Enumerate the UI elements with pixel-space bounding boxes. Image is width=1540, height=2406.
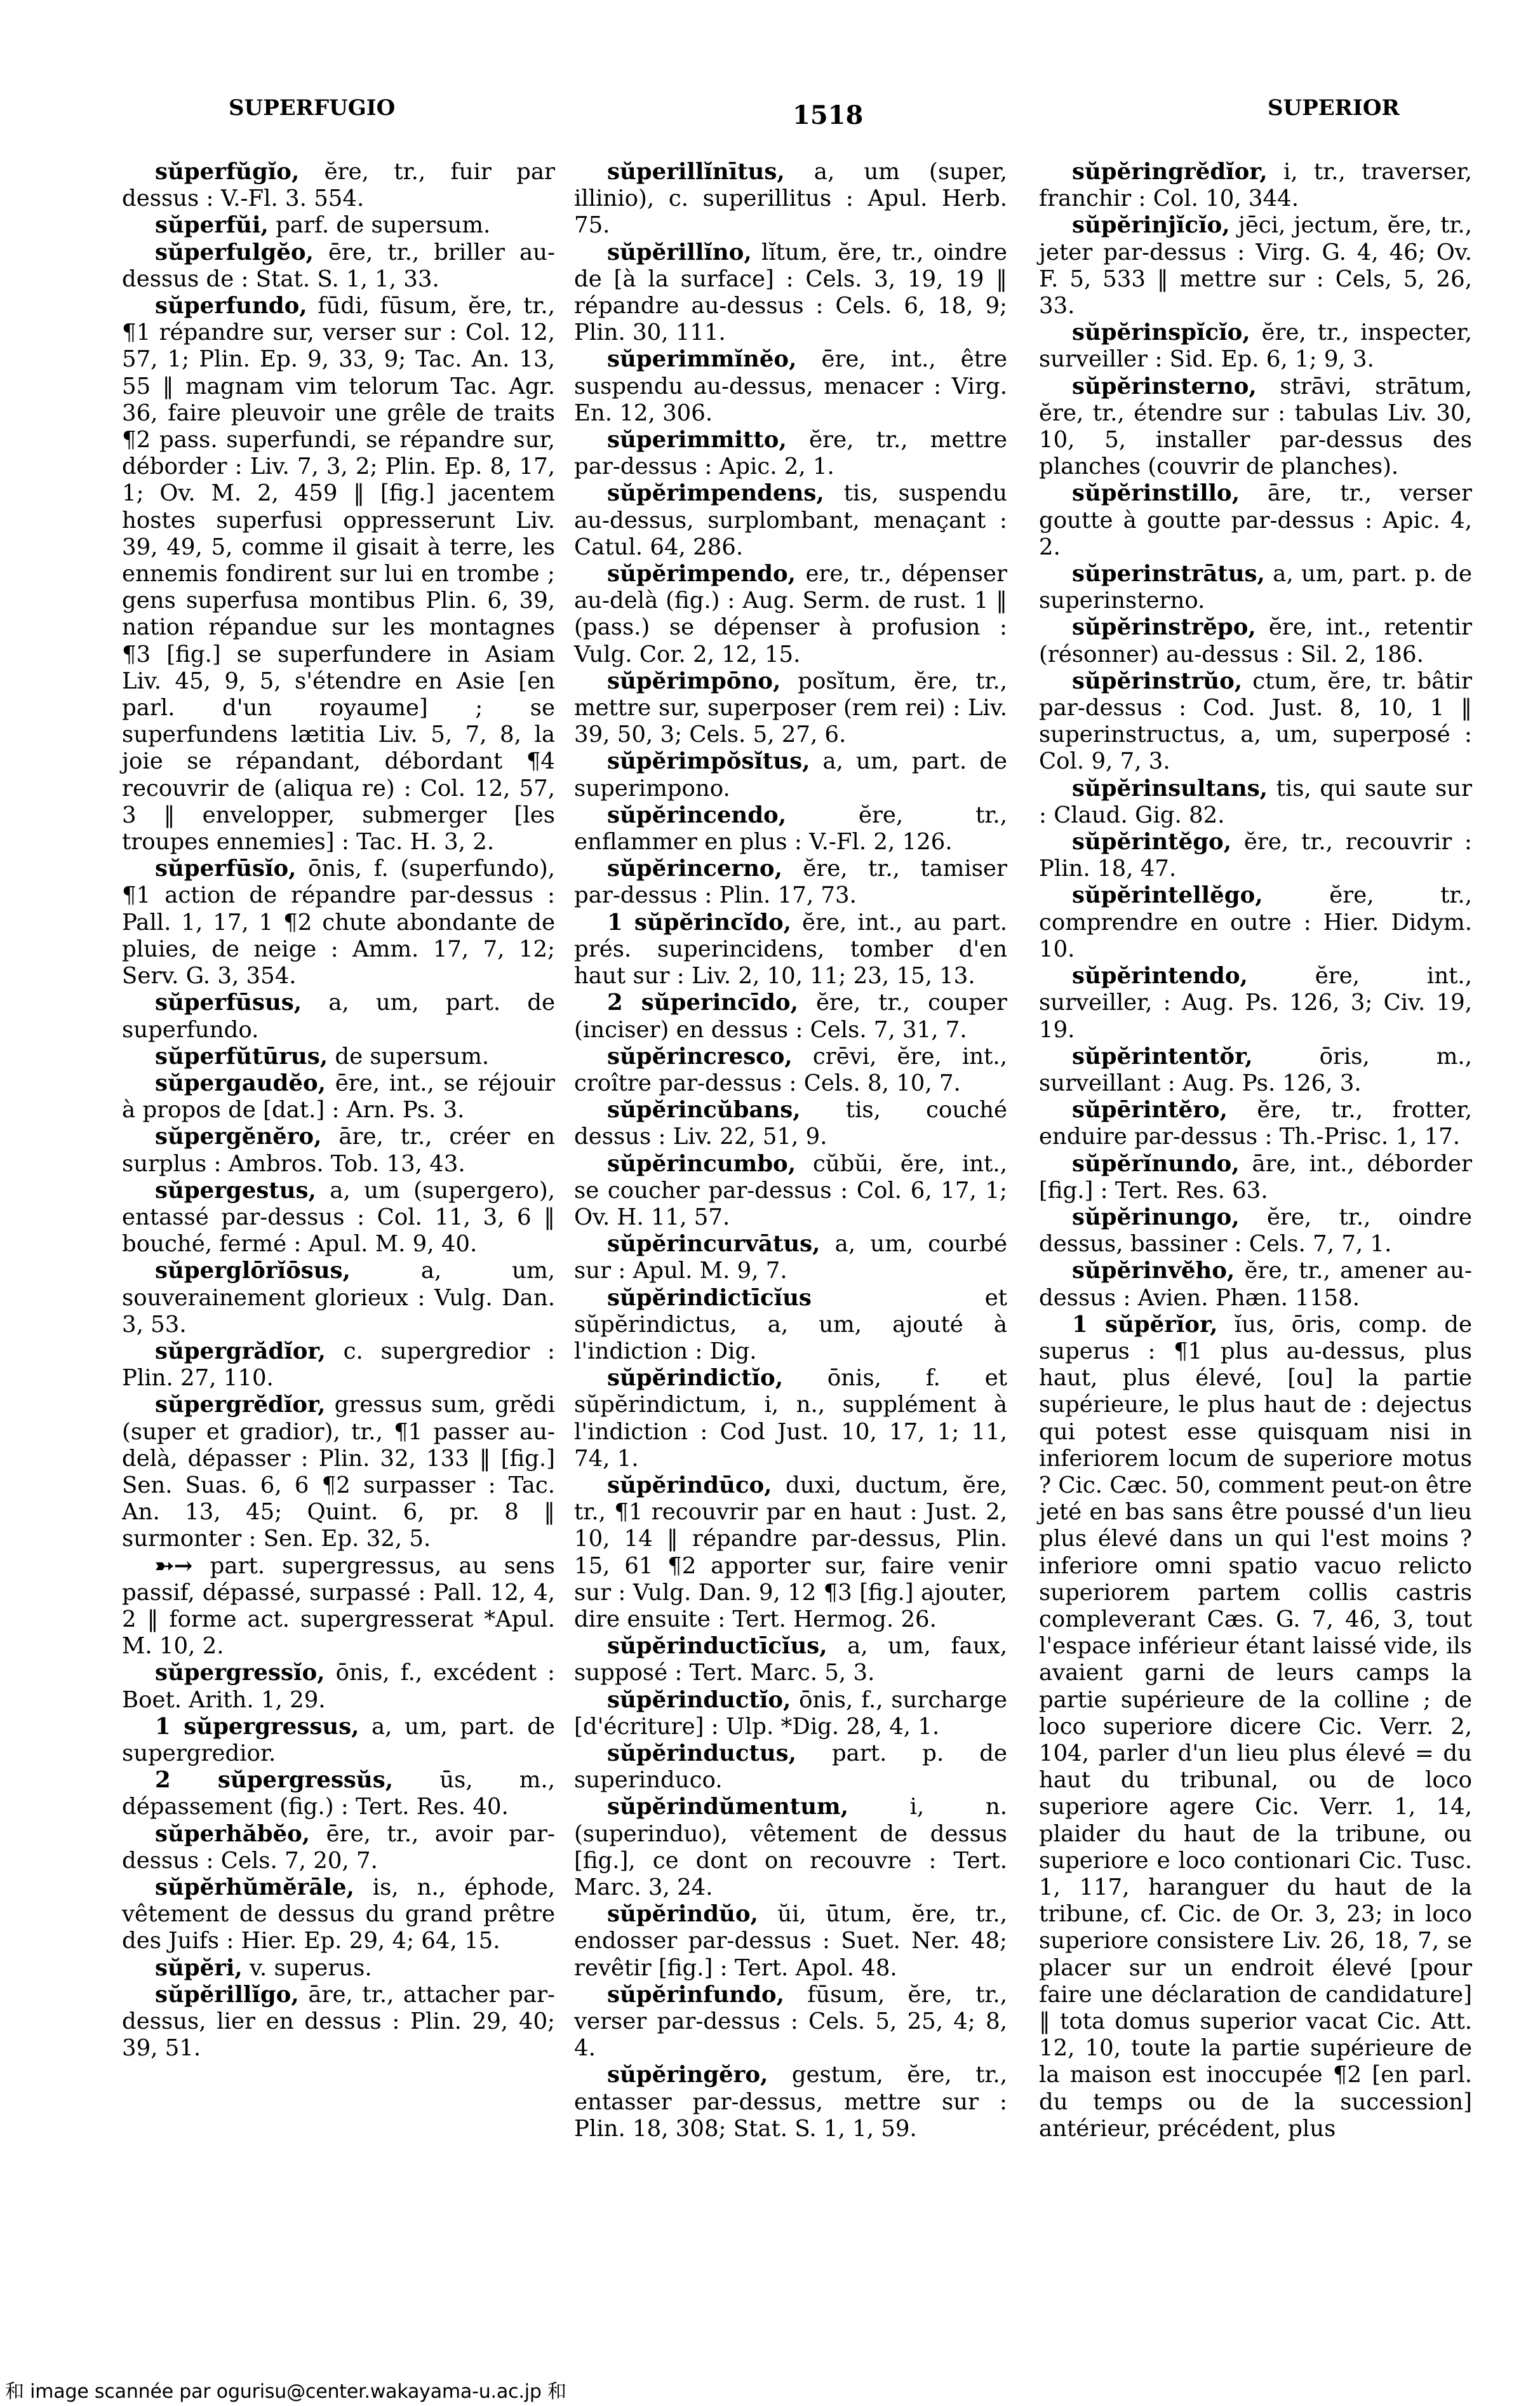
dictionary-entry: [574, 910, 1007, 990]
dictionary-entry: [574, 1231, 1007, 1284]
entry-headword: sŭpĕrindictĭo,: [607, 1365, 784, 1392]
entry-definition: lĭtum, ĕre, tr., oindre de [à la surface] : Cels. 3, 19, 19 ‖ répandre au-dessus : Cels. 6, 18, 9; Plin. 30, 111.: [574, 239, 1007, 346]
entry-headword: sŭpĕrindūco,: [607, 1472, 772, 1498]
entry-headword: sŭpĕrindŭmentum,: [607, 1794, 848, 1820]
dictionary-entry: [1039, 1258, 1472, 1311]
entry-headword: sŭpĕrindŭo,: [607, 1901, 758, 1928]
entry-definition: parf. de supersum.: [268, 212, 491, 239]
entry-definition: de supersum.: [328, 1043, 490, 1070]
entry-headword: sŭpĕrindictīcĭus: [607, 1284, 812, 1311]
entry-definition: a, um, part. de superfundo.: [122, 990, 555, 1043]
entry-headword: sŭpĕrincresco,: [607, 1043, 793, 1070]
entry-headword: sŭpĕrintentŏr,: [1072, 1043, 1253, 1070]
dictionary-entry: [122, 1553, 555, 1660]
page-number: 1518: [793, 100, 864, 130]
entry-definition: ere, tr., dépenser au-delà (fig.) : Aug. Serm. de rust. 1 ‖ (pass.) se dépenser à profusion : Vulg. Cor. 2, 12, 15.: [574, 561, 1007, 668]
entry-headword: ➳→: [155, 1552, 193, 1579]
entry-definition: tis, couché dessus : Liv. 22, 51, 9.: [574, 1097, 1007, 1150]
entry-definition: ēre, tr., briller au-dessus de : Stat. S. 1, 1, 33.: [122, 239, 555, 292]
entry-headword: sŭpĕrinsterno,: [1072, 373, 1257, 400]
dictionary-entry: [1039, 614, 1472, 668]
dictionary-entry: [1039, 829, 1472, 882]
entry-definition: cŭbŭi, ĕre, int., se coucher par-dessus : Col. 6, 17, 1; Ov. H. 11, 57.: [574, 1150, 1007, 1230]
entry-definition: ĭus, ōris, comp. de superus : ¶1 plus au-dessus, plus haut, plus élevé, [ou] la partie supérieure, le plus haut de : dejectus qui potest esse quisquam nisi in inferiorem locum de superiore motus ? Cic. Cæc. 50, comment peut-on être jeté en bas sans être poussé d'un lieu plus élevé dans un qui l'est moins ? inferiore omni spatio vacuo relicto superiorem partem collis castris compleverant Cæs. G. 7, 46, 3, tout l'espace inférieur étant laissé vide, ils avaient garni de leurs camps la partie supérieure de la colline ; de loco superiore dicere Cic. Verr. 2, 104, parler d'un lieu plus élevé = du haut du tribunal, ou de loco superiore agere Cic. Verr. 1, 14, plaider du haut de la tribune, ou superiore e loco contionari Cic. Tusc. 1, 117, haranguer du haut de la tribune, cf. Cic. de Or. 3, 23; in loco superiore consistere Liv. 26, 18, 7, se placer sur un endroit élevé [pour faire une déclaration de candidature] ‖ tota domus superior vacat Cic. Att. 12, 10, toute la partie supérieure de la maison est inoccupée ¶2 [en parl. du temps ou de la succession] antérieur, précédent, plus: [1039, 1311, 1472, 2142]
dictionary-entry: [574, 2062, 1007, 2142]
entry-definition: et sŭpĕrindictus, a, um, ajouté à l'indiction : Dig.: [574, 1284, 1007, 1364]
dictionary-entry: [574, 1044, 1007, 1097]
entry-headword: sŭperfŭgĭo,: [155, 159, 300, 185]
dictionary-entry: [1039, 373, 1472, 481]
dictionary-entry: [122, 856, 555, 990]
entry-definition: posĭtum, ĕre, tr., mettre sur, superposer (rem rei) : Liv. 39, 50, 3; Cels. 5, 27, 6.: [574, 668, 1007, 748]
dictionary-entry: [122, 1821, 555, 1874]
entry-headword: sŭpĕrimpendo,: [607, 561, 796, 588]
entry-definition: ĕre, int., au part. prés. superincidens, tomber d'en haut sur : Liv. 2, 10, 11; 23, 15, 13.: [574, 909, 1007, 990]
entry-headword: sŭpĕrinductīcĭus,: [607, 1633, 827, 1660]
dictionary-entry: [122, 1392, 555, 1552]
entry-headword: sŭpergĕnĕro,: [155, 1124, 322, 1150]
dictionary-entry: [122, 1660, 555, 1713]
entry-headword: sŭperfundo,: [155, 293, 307, 319]
entry-headword: sŭpĕrintendo,: [1072, 963, 1248, 990]
column-1: [122, 159, 555, 2331]
entry-definition: ĕre, tr., mettre par-dessus : Apic. 2, 1.: [574, 427, 1007, 480]
dictionary-entry: [122, 1874, 555, 1955]
entry-definition: ĕre, tr., enflammer en plus : V.-Fl. 2, 126.: [574, 802, 1007, 856]
dictionary-entry: [574, 990, 1007, 1043]
entry-headword: sŭpergaudĕo,: [155, 1070, 326, 1096]
entry-headword: sŭpĕringrĕdĭor,: [1072, 159, 1268, 185]
dictionary-entry: [1039, 1151, 1472, 1204]
entry-headword: sŭpĕrinjĭcĭo,: [1072, 212, 1230, 239]
dictionary-entry: [122, 1178, 555, 1258]
entry-definition: strāvi, strātum, ĕre, tr., étendre sur : tabulas Liv. 30, 10, 5, installer par-dessus des planches (couvrir de planches).: [1039, 373, 1472, 480]
dictionary-entry: [574, 1740, 1007, 1794]
dictionary-entry: [122, 239, 555, 293]
entry-definition: gestum, ĕre, tr., entasser par-dessus, mettre sur : Plin. 18, 308; Stat. S. 1, 1, 59.: [574, 2062, 1007, 2142]
dictionary-entry: [574, 856, 1007, 909]
entry-headword: sŭpĕrincendo,: [607, 802, 787, 828]
entry-definition: ĕre, tr., couper (inciser) en dessus : Cels. 7, 31, 7.: [574, 990, 1007, 1043]
entry-headword: sŭpĕrinspĭcĭo,: [1072, 319, 1250, 346]
entry-headword: sŭperimmitto,: [607, 427, 787, 454]
entry-headword: sŭperfŭi,: [155, 212, 269, 239]
column-2: [574, 159, 1007, 2331]
entry-headword: 1 sŭpĕrĭor,: [1072, 1311, 1218, 1338]
dictionary-entry: [574, 239, 1007, 347]
entry-definition: a, um, part. de superimpono.: [574, 748, 1007, 802]
running-head-right: SUPERIOR: [1268, 95, 1400, 121]
entry-headword: sŭpĕrillĭno,: [607, 239, 752, 265]
entry-headword: sŭpĕrillĭgo,: [155, 1981, 299, 2008]
dictionary-entry: [1039, 159, 1472, 212]
entry-headword: sŭpĕrinductĭo,: [607, 1686, 791, 1713]
entry-headword: sŭperglōrĭōsus,: [155, 1258, 351, 1284]
dictionary-entry: [122, 1124, 555, 1177]
entry-headword: sŭpĕrintellĕgo,: [1072, 882, 1263, 909]
dictionary-entry: [574, 802, 1007, 856]
entry-definition: a, um, part. p. de superinsterno.: [1039, 561, 1472, 614]
entry-definition: ōnis, f. (superfundo), ¶1 action de répandre par-dessus : Pall. 1, 17, 1 ¶2 chute abondante de pluies, de neige : Amm. 17, 7, 12; Serv. G. 3, 354.: [122, 856, 555, 990]
entry-definition: v. superus.: [242, 1954, 372, 1981]
entry-definition: ēre, int., se réjouir à propos de [dat.] : Arn. Ps. 3.: [122, 1070, 555, 1124]
entry-headword: sŭperhăbĕo,: [155, 1820, 311, 1847]
entry-definition: ēre, tr., avoir par-dessus : Cels. 7, 20, 7.: [122, 1820, 555, 1874]
entry-definition: tis, suspendu au-dessus, surplombant, menaçant : Catul. 64, 286.: [574, 480, 1007, 560]
dictionary-entry: [122, 159, 555, 212]
entry-headword: sŭpĕringĕro,: [607, 2062, 768, 2088]
entry-headword: sŭpĕri,: [155, 1954, 243, 1981]
entry-definition: c. supergredior : Plin. 27, 110.: [122, 1338, 555, 1392]
entry-definition: i, tr., traverser, franchir : Col. 10, 344.: [1039, 159, 1472, 212]
entry-headword: sŭpĕrincurvātus,: [607, 1231, 820, 1258]
entry-headword: sŭpĕrinstillo,: [1072, 480, 1240, 507]
entry-definition: āre, int., déborder [fig.] : Tert. Res. 63.: [1039, 1150, 1472, 1204]
dictionary-entry: [1039, 1204, 1472, 1258]
entry-definition: fūsum, ĕre, tr., verser par-dessus : Cels. 5, 25, 4; 8, 4.: [574, 1981, 1007, 2062]
entry-definition: a, um, souverainement glorieux : Vulg. Dan. 3, 53.: [122, 1258, 555, 1338]
entry-definition: is, n., éphode, vêtement de dessus du grand prêtre des Juifs : Hier. Ep. 29, 4; 64, 15.: [122, 1874, 555, 1954]
entry-headword: sŭpērintĕro,: [1072, 1097, 1228, 1124]
dictionary-entry: [122, 1714, 555, 1767]
dictionary-entry: [574, 159, 1007, 239]
dictionary-entry: [574, 1151, 1007, 1232]
dictionary-entry: [574, 1365, 1007, 1472]
dictionary-entry: [574, 668, 1007, 749]
entry-headword: sŭperimmĭnĕo,: [607, 346, 797, 373]
dictionary-entry: [1039, 882, 1472, 963]
entry-definition: a, um (supergero), entassé par-dessus : Col. 11, 3, 6 ‖ bouché, fermé : Apul. M. 9, 40.: [122, 1177, 555, 1258]
dictionary-entry: [574, 1285, 1007, 1366]
entry-headword: 1 sŭpergressus,: [155, 1713, 359, 1740]
entry-headword: sŭpĕrinstrĕpo,: [1072, 614, 1256, 641]
scan-credit-footer: 和 image scannée par ogurisu@center.wakayama-u.ac.jp 和: [5, 2381, 566, 2403]
dictionary-entry: [122, 990, 555, 1043]
entry-headword: sŭpergrĕdĭor,: [155, 1392, 326, 1418]
entry-headword: sŭpergrădĭor,: [155, 1338, 326, 1364]
entry-headword: sŭpĕrinungo,: [1072, 1204, 1240, 1230]
running-head-left: SUPERFUGIO: [229, 95, 396, 121]
entry-definition: āre, tr., créer en surplus : Ambros. Tob. 13, 43.: [122, 1124, 555, 1177]
entry-headword: sŭpĕrincumbo,: [607, 1150, 796, 1177]
entry-definition: ĕre, int., surveiller, : Aug. Ps. 126, 3; Civ. 19, 19.: [1039, 963, 1472, 1043]
dictionary-entry: [574, 1633, 1007, 1686]
dictionary-entry: [1039, 212, 1472, 319]
dictionary-entry: [122, 212, 555, 239]
entry-headword: sŭperfūsus,: [155, 990, 302, 1016]
entry-definition: ĕre, tr., recouvrir : Plin. 18, 47.: [1039, 829, 1472, 882]
entry-definition: jēci, jectum, ĕre, tr., jeter par-dessus : Virg. G. 4, 46; Ov. F. 5, 533 ‖ mettre sur : Cels, 5, 26, 33.: [1039, 212, 1472, 319]
entry-headword: sŭpĕrimpendens,: [607, 480, 824, 507]
entry-headword: sŭpĕrimpŏsĭtus,: [607, 748, 810, 775]
dictionary-entry: [574, 346, 1007, 427]
dictionary-entry: [1039, 776, 1472, 829]
entry-headword: 2 sŭperincīdo,: [607, 990, 798, 1016]
dictionary-entry: [1039, 319, 1472, 373]
entry-headword: 2 sŭpergressŭs,: [155, 1767, 394, 1794]
entry-definition: ūs, m., dépassement (fig.) : Tert. Res. 40.: [122, 1767, 555, 1820]
dictionary-entry: [122, 1070, 555, 1124]
entry-headword: sŭpĕrinfundo,: [607, 1981, 784, 2008]
dictionary-entry: [574, 748, 1007, 802]
entry-definition: ĕre, tr., comprendre en outre : Hier. Didym. 10.: [1039, 882, 1472, 962]
entry-headword: sŭpĕrĭnundo,: [1072, 1150, 1240, 1177]
entry-headword: sŭperfūsĭo,: [155, 856, 297, 882]
dictionary-entry: [574, 427, 1007, 480]
dictionary-entry: [1039, 1097, 1472, 1150]
column-3: [1039, 159, 1472, 2331]
dictionary-entry: [574, 1794, 1007, 1901]
entry-headword: sŭpĕrintĕgo,: [1072, 829, 1232, 856]
dictionary-entry: [122, 1767, 555, 1820]
entry-definition: crēvi, ĕre, int., croître par-dessus : Cels. 8, 10, 7.: [574, 1043, 1007, 1096]
entry-definition: ōris, m., surveillant : Aug. Ps. 126, 3.: [1039, 1043, 1472, 1096]
entry-headword: sŭpĕrinvĕho,: [1072, 1258, 1235, 1284]
dictionary-entry: [574, 1901, 1007, 1982]
entry-headword: sŭperfŭtūrus,: [155, 1043, 328, 1070]
entry-definition: ōnis, f., surcharge [d'écriture] : Ulp. *Dig. 28, 4, 1.: [574, 1686, 1007, 1740]
entry-definition: ōnis, f., excédent : Boet. Arith. 1, 29.: [122, 1660, 555, 1713]
dictionary-entry: [1039, 1312, 1472, 2142]
entry-headword: sŭperillĭnītus,: [607, 159, 785, 185]
entry-definition: ŭi, ūtum, ĕre, tr., endosser par-dessus : Suet. Ner. 48; revêtir [fig.] : Tert. Apol. 48.: [574, 1901, 1007, 1981]
dictionary-entry: [1039, 561, 1472, 614]
entry-headword: sŭpĕrincerno,: [607, 856, 782, 882]
entry-definition: ēre, int., être suspendu au-dessus, menacer : Virg. En. 12, 306.: [574, 346, 1007, 426]
dictionary-entry: [1039, 668, 1472, 776]
entry-definition: āre, tr., verser goutte à goutte par-dessus : Apic. 4, 2.: [1039, 480, 1472, 560]
entry-definition: part. supergressus, au sens passif, dépassé, surpassé : Pall. 12, 4, 2 ‖ forme act. supergresserat *Apul. M. 10, 2.: [122, 1552, 555, 1660]
entry-definition: duxi, ductum, ĕre, tr., ¶1 recouvrir par en haut : Just. 2, 10, 14 ‖ répandre par-dessus, Plin. 15, 61 ¶2 apporter sur, faire venir sur : Vulg. Dan. 9, 12 ¶3 [fig.] ajouter, dire ensuite : Tert. Hermog. 26.: [574, 1472, 1007, 1632]
running-head: [0, 95, 1540, 140]
dictionary-entry: [122, 1338, 555, 1392]
entry-definition: ctum, ĕre, tr. bâtir par-dessus : Cod. Just. 8, 10, 1 ‖ superinstructus, a, um, superposé : Col. 9, 7, 3.: [1039, 668, 1472, 775]
entry-headword: sŭpĕrinstrŭo,: [1072, 668, 1243, 694]
entry-definition: a, um, courbé sur : Apul. M. 9, 7.: [574, 1231, 1007, 1284]
entry-headword: sŭpergressĭo,: [155, 1660, 325, 1686]
entry-headword: sŭpĕrhŭmĕrāle,: [155, 1874, 354, 1900]
entry-definition: ĕre, tr., amener au-dessus : Avien. Phæn. 1158.: [1039, 1258, 1472, 1311]
entry-definition: a, um, part. de supergredior.: [122, 1713, 555, 1766]
entry-definition: tis, qui saute sur : Claud. Gig. 82.: [1039, 775, 1472, 828]
entry-definition: fūdi, fūsum, ĕre, tr., ¶1 répandre sur, verser sur : Col. 12, 57, 1; Plin. Ep. 9, 33, 9; Tac. An. 13, 55 ‖ magnam vim telorum Tac. Agr. 36, faire pleuvoir une grêle de traits ¶2 pass. superfundi, se répandre sur, déborder : Liv. 7, 3, 2; Plin. Ep. 8, 17, 1; Ov. M. 2, 459 ‖ [fig.] jacentem hostes superfusi oppresserunt Liv. 39, 49, 5, comme il gisait à terre, les ennemis fondirent sur lui en trombe ; gens superfusa montibus Plin. 6, 39, nation répandue sur les montagnes ¶3 [fig.] se superfundere in Asiam Liv. 45, 9, 5, s'étendre en Asie [en parl. d'un royaume] ; se superfundens lætitia Liv. 5, 7, 8, la joie se répandant, débordant ¶4 recouvrir de (aliqua re) : Col. 12, 57, 3 ‖ envelopper, submerger [les troupes ennemies] : Tac. H. 3, 2.: [122, 293, 555, 856]
entry-definition: āre, tr., attacher par-dessus, lier en dessus : Plin. 29, 40; 39, 51.: [122, 1981, 555, 2062]
entry-definition: gressus sum, grĕdi (super et gradior), tr., ¶1 passer au-delà, dépasser : Plin. 32, 133 ‖ [fig.] Sen. Suas. 6, 6 ¶2 surpasser : Tac. An. 13, 45; Quint. 6, pr. 8 ‖ surmonter : Sen. Ep. 32, 5.: [122, 1392, 555, 1552]
entry-definition: ōnis, f. et sŭpĕrindictum, i, n., supplément à l'indiction : Cod Just. 10, 17, 1; 11, 74, 1.: [574, 1365, 1007, 1472]
entry-headword: sŭperinstrātus,: [1072, 561, 1265, 588]
entry-definition: ĕre, int., retentir (résonner) au-dessus : Sil. 2, 186.: [1039, 614, 1472, 668]
dictionary-entry: [1039, 963, 1472, 1044]
entry-definition: ĕre, tr., tamiser par-dessus : Plin. 17, 73.: [574, 856, 1007, 909]
entry-headword: sŭpĕrimpōno,: [607, 668, 781, 694]
dictionary-entry: [122, 1044, 555, 1070]
dictionary-entry: [574, 1472, 1007, 1633]
dictionary-entry: [122, 1982, 555, 2062]
dictionary-entry: [122, 1955, 555, 1982]
dictionary-columns: [122, 159, 1475, 2331]
entry-headword: sŭperfulgĕo,: [155, 239, 314, 265]
dictionary-entry: [122, 1258, 555, 1338]
entry-definition: a, um, faux, supposé : Tert. Marc. 5, 3.: [574, 1633, 1007, 1686]
entry-definition: a, um (super, illinio), c. superillitus : Apul. Herb. 75.: [574, 159, 1007, 239]
dictionary-entry: [574, 1982, 1007, 2062]
entry-definition: ĕre, tr., inspecter, surveiller : Sid. Ep. 6, 1; 9, 3.: [1039, 319, 1472, 373]
dictionary-entry: [1039, 480, 1472, 561]
entry-headword: 1 sŭpĕrincĭdo,: [607, 909, 791, 936]
dictionary-entry: [1039, 1044, 1472, 1097]
dictionary-entry: [574, 1687, 1007, 1740]
dictionary-entry: [122, 293, 555, 856]
entry-definition: ĕre, tr., oindre dessus, bassiner : Cels. 7, 7, 1.: [1039, 1204, 1472, 1258]
entry-headword: sŭpergestus,: [155, 1177, 316, 1204]
entry-headword: sŭpĕrincŭbans,: [607, 1097, 801, 1124]
dictionary-entry: [574, 561, 1007, 668]
dictionary-entry: [574, 480, 1007, 561]
entry-definition: i, n. (superinduo), vêtement de dessus [fig.], ce dont on recouvre : Tert. Marc. 3, 24.: [574, 1794, 1007, 1900]
dictionary-entry: [574, 1097, 1007, 1150]
entry-definition: ĕre, tr., fuir par dessus : V.-Fl. 3. 554.: [122, 159, 555, 212]
entry-headword: sŭpĕrinductus,: [607, 1740, 797, 1766]
entry-definition: ĕre, tr., frotter, enduire par-dessus : Th.-Prisc. 1, 17.: [1039, 1097, 1472, 1150]
entry-headword: sŭpĕrinsultans,: [1072, 775, 1268, 802]
entry-definition: part. p. de superinduco.: [574, 1740, 1007, 1794]
